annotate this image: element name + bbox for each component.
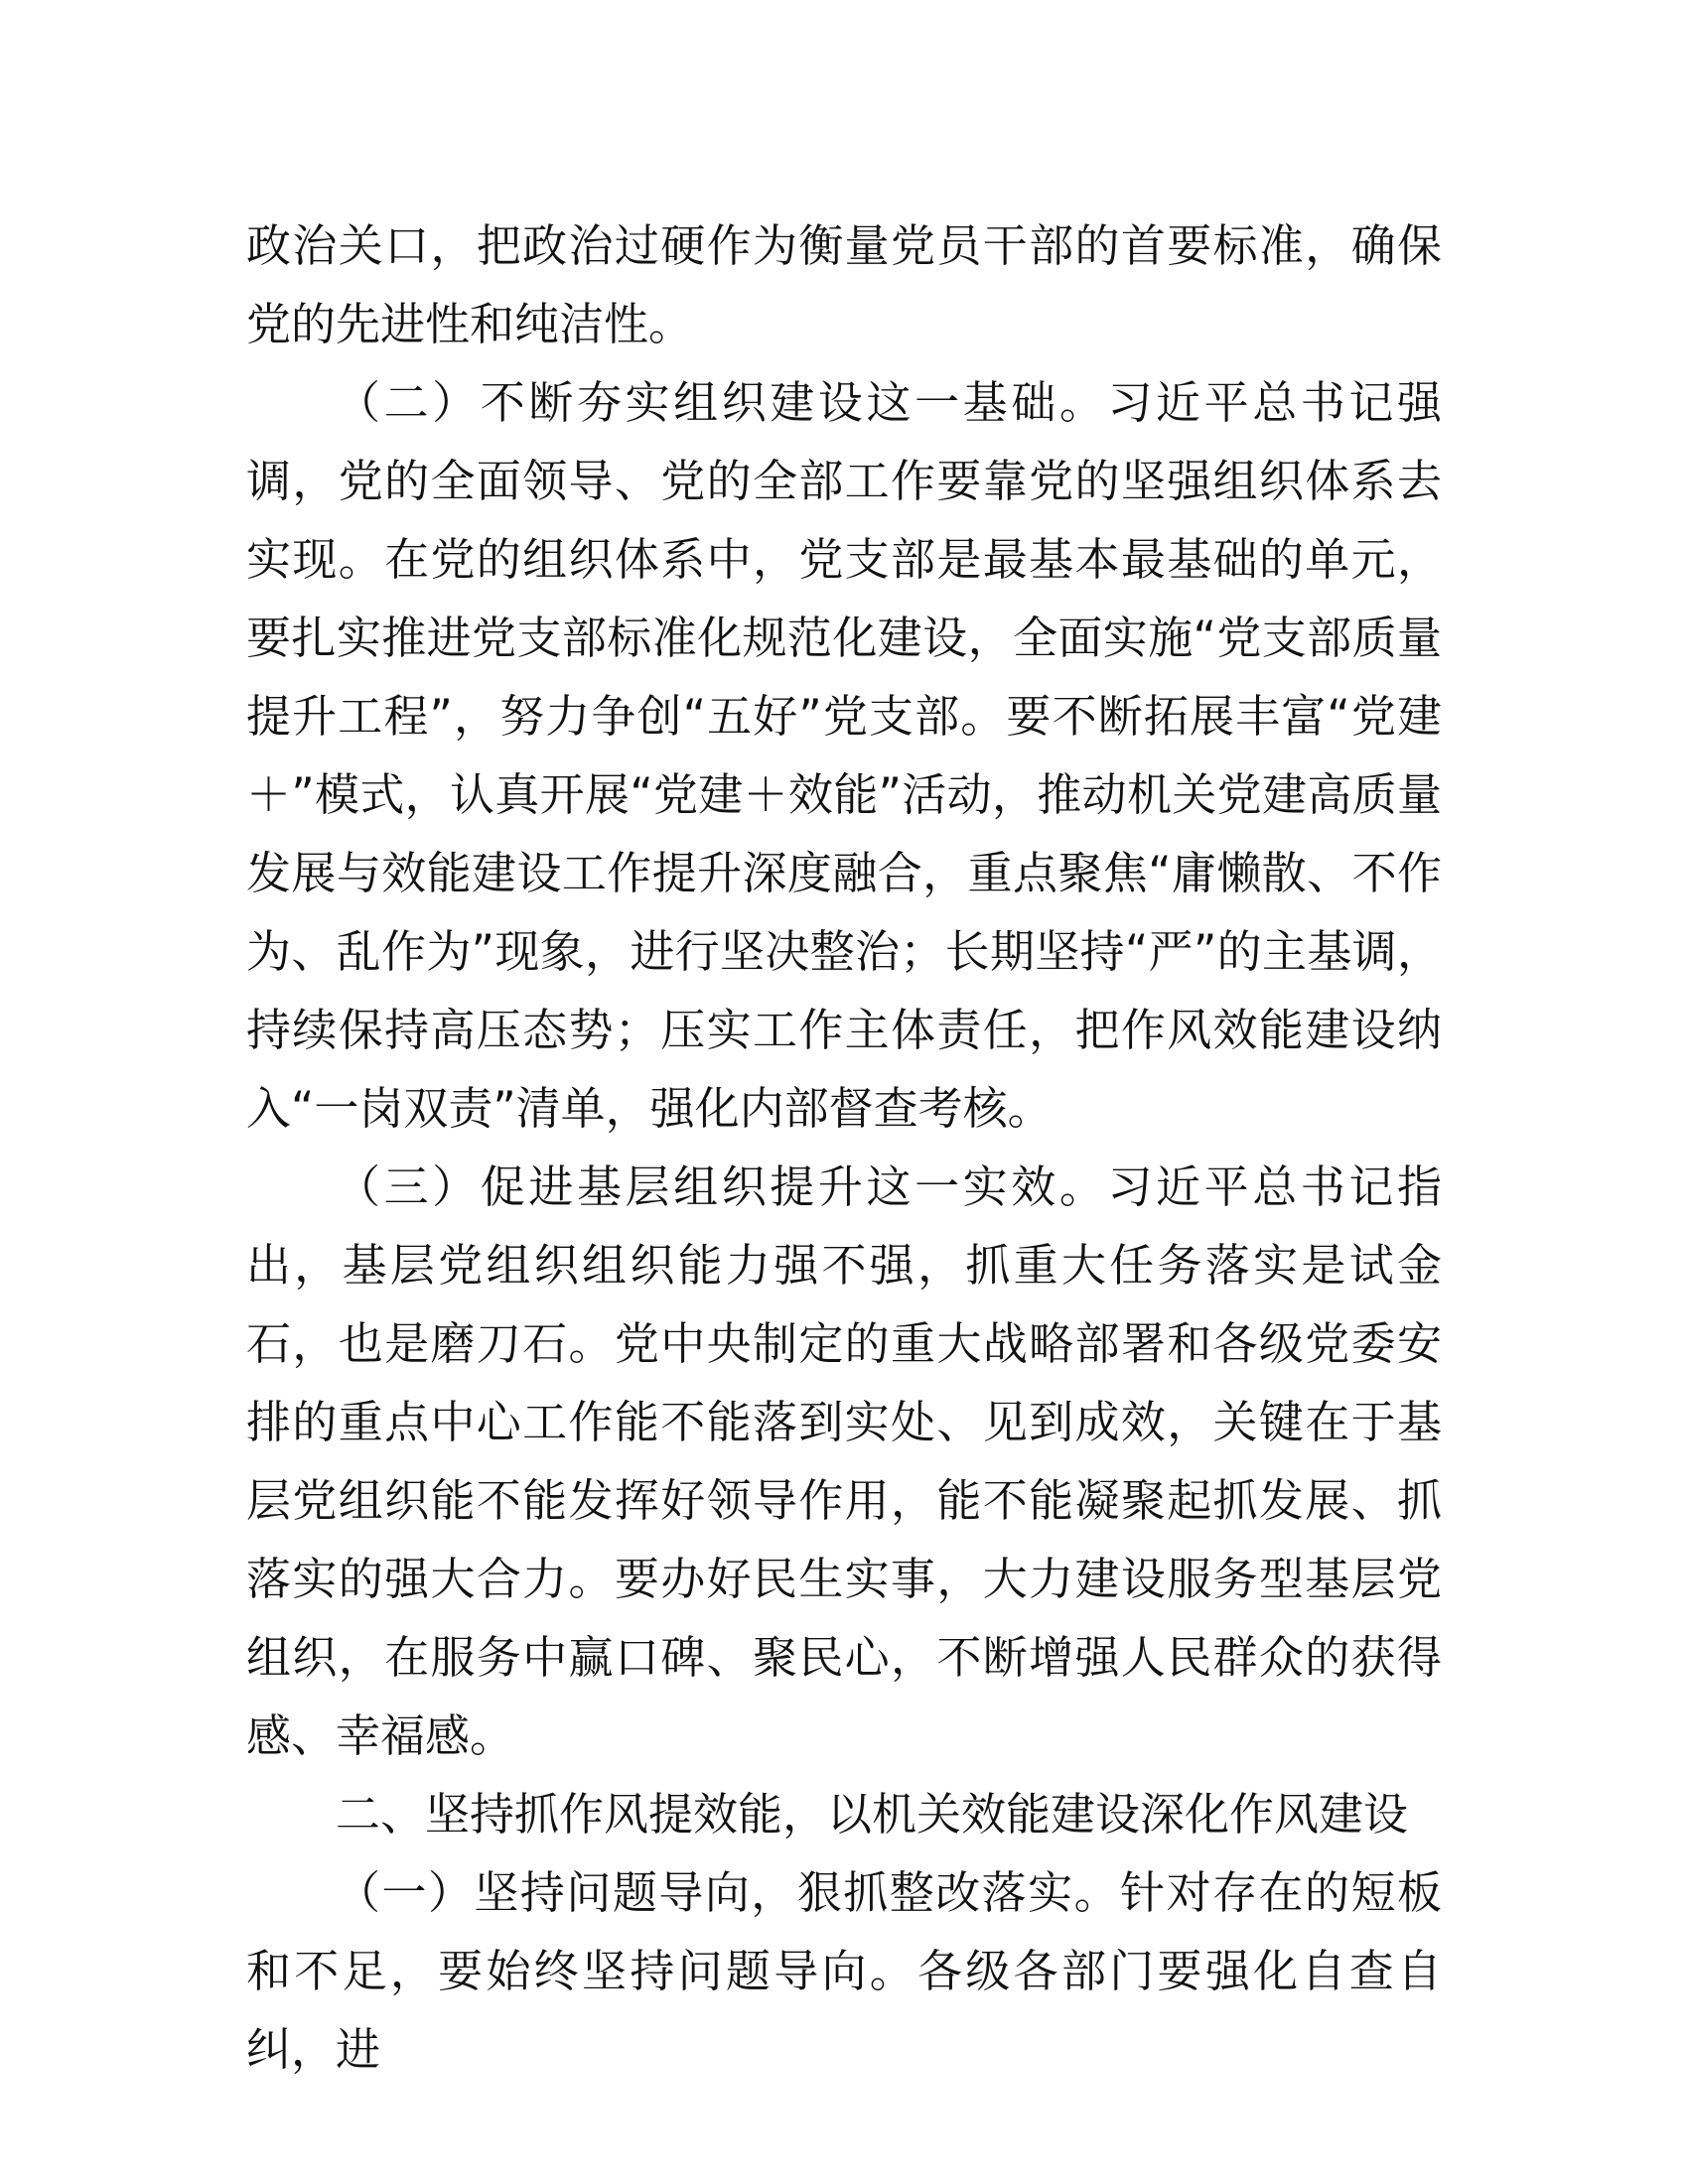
section-heading-two: 二、坚持抓作风提效能，以机关效能建设深化作风建设 — [336, 1788, 1409, 1841]
paragraph-grassroots-organization: （三）促进基层组织提升这一实效。习近平总书记指出，基层党组织组织能力强不强，抓重大任务落实是试金石，也是磨刀石。党中央制定的重大战略部署和各级党委安排的重点中心工作能不能落到实处、见到成效，关键在于基层党组织能不能发挥好领导作用，能不能凝聚起抓发展、抓落实的强大合力。要办好民生实事，大力建设服务型基层党组织，在服务中赢口碑、聚民心，不断增强人民群众的获得感、幸福感。 — [246, 1160, 1442, 1762]
paragraph-organization-building: （二）不断夯实组织建设这一基础。习近平总书记强调，党的全面领导、党的全部工作要靠党的坚强组织体系去实现。在党的组织体系中，党支部是最基本最基础的单元，要扎实推进党支部标准化规范化建设，全面实施“党支部质量提升工程”，努力争创“五好”党支部。要不断拓展丰富“党建＋”模式，认真开展“党建＋效能”活动，推动机关党建高质量发展与效能建设工作提升深度融合，重点聚焦“庸懒散、不作为、乱作为”现象，进行坚决整治；长期坚持“严”的主基调，持续保持高压态势；压实工作主体责任，把作风效能建设纳入“一岗双责”清单，强化内部督查考核。 — [246, 376, 1442, 1135]
paragraph-problem-oriented: （一）坚持问题导向，狠抓整改落实。针对存在的短板和不足，要始终坚持问题导向。各级各部门要强化自查自纠，进 — [246, 1866, 1442, 2076]
paragraph-continued: 政治关口，把政治过硬作为衡量党员干部的首要标准，确保党的先进性和纯洁性。 — [246, 219, 1442, 350]
document-page — [246, 206, 1442, 2089]
